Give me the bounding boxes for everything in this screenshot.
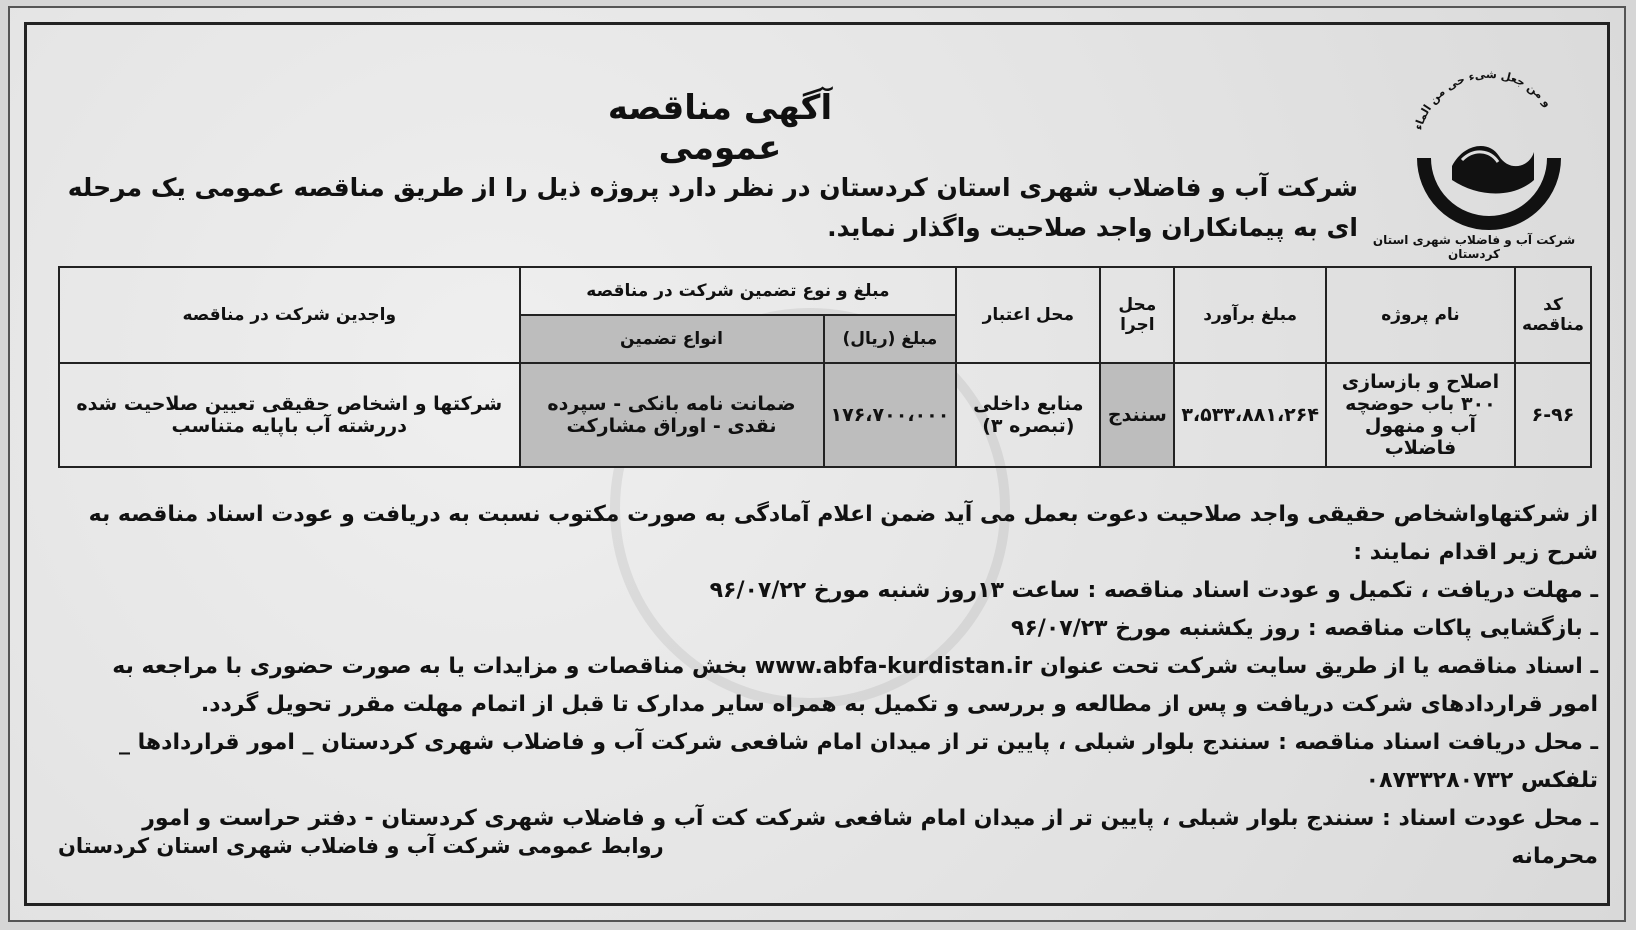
cell-estimate: ۳،۵۳۳،۸۸۱،۲۶۴ [1174,363,1326,467]
cell-location: سنندج [1100,363,1174,467]
cell-project: اصلاح و بازسازی ۳۰۰ باب حوضچه آب و منهول فاضلاب [1326,363,1515,467]
company-logo [1394,48,1584,248]
header-guarantee-types: انواع تضمین [520,315,824,363]
notice-body [58,496,1598,876]
signature-public-relations: روابط عمومی شرکت آب و فاضلاب شهری استان کردستان [58,834,664,858]
intro-paragraph: شرکت آب و فاضلاب شهری استان کردستان در نظر دارد پروژه ذیل را از طریق مناقصه عمومی یک مرحله ای به پیمانکاران واجد صلاحیت واگذار نماید. [67,173,1358,242]
body-invitation: از شرکتهاواشخاص حقیقی واجد صلاحیت دعوت بعمل می آید ضمن اعلام آمادگی به صورت مکتوب نسبت به دریافت و عودت اسناد مناقصه به شرح زیر اقدام نمایند : [88,502,1598,565]
notice-title: آگهی مناقصه عمومی [607,88,833,168]
body-return-place: ـ محل عودت اسناد : سنندج بلوار شبلی ، پایین تر از میدان امام شافعی شرکت کت آب و فاضلاب شهری کردستان - دفتر حراست و امور محرمانه [142,806,1598,869]
table-row [59,363,1591,467]
body-opening: ـ بازگشایی پاکات مناقصه : روز یکشنبه مورخ ۹۶/۰۷/۲۳ [1010,616,1598,641]
header-estimate: مبلغ برآورد [1174,267,1326,363]
header-location: محل اجرا [1100,267,1174,363]
cell-guarantee-types: ضمانت نامه بانکی - سپرده نقدی - اوراق مشارکت [520,363,824,467]
svg-text:و من جعل شیء حی من الماء [1412,68,1555,132]
cell-code: ۶-۹۶ [1515,363,1591,467]
header-eligible: واجدین شرکت در مناقصه [59,267,520,363]
tender-table [58,266,1592,468]
body-documents: ـ اسناد مناقصه یا از طریق سایت شرکت تحت عنوان www.abfa-kurdistan.ir بخش مناقصات و مزایدات یا به صورت حضوری با مراجعه به امور قراردادهای شرکت دریافت و پس از مطالعه و بررسی و تکمیل به همراه سایر مدارک تا قبل از اتمام مهلت مقرر تحویل گردد. [112,654,1598,717]
header-project: نام پروژه [1326,267,1515,363]
logo-caption: شرکت آب و فاضلاب شهری استان کردستان [1372,233,1576,261]
newspaper-clipping [8,6,1626,922]
cell-eligible: شرکتها و اشخاص حقیقی تعیین صلاحیت شده دررشته آب باپایه متناسب [59,363,520,467]
cell-guarantee-amount: ۱۷۶،۷۰۰،۰۰۰ [824,363,957,467]
header-funding: محل اعتبار [956,267,1100,363]
header-code: کد مناقصه [1515,267,1591,363]
header-guarantee-amount: مبلغ (ریال) [824,315,957,363]
logo-arc-text: و من جعل شیء حی من الماء [1411,67,1555,132]
body-deadline: ـ مهلت دریافت ، تکمیل و عودت اسناد مناقصه : ساعت ۱۳روز شنبه مورخ ۹۶/۰۷/۲۲ [709,578,1598,603]
body-receive-place: ـ محل دریافت اسناد مناقصه : سنندج بلوار شبلی ، پایین تر از میدان امام شافعی شرکت آب و فاضلاب شهری کردستان _ امور قراردادها _ تلفکس ۰۸۷۳۳۲۸۰۷۳۲ [119,730,1598,793]
cell-funding: منابع داخلی (تبصره ۳) [956,363,1100,467]
header-guarantee-group: مبلغ و نوع تضمین شرکت در مناقصه [520,267,957,315]
